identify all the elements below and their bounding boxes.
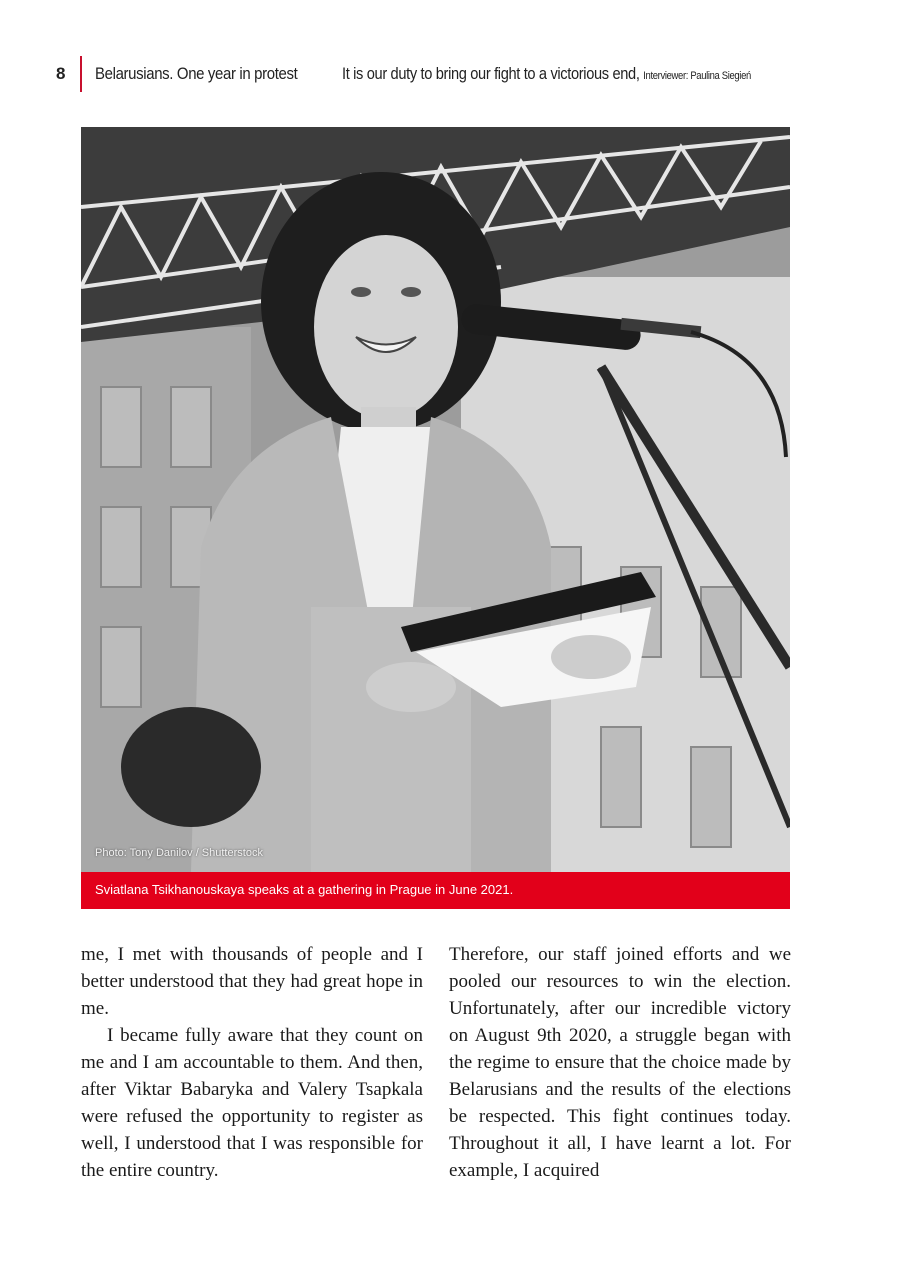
caption-bar [81,872,790,909]
photo-credit: Photo: Tony Danilov / Shutterstock [95,847,263,859]
running-header [0,60,899,94]
photo-illustration [81,127,790,872]
page-number: 8 [56,64,66,83]
book-title: Belarusians. One year in protest [95,64,298,83]
speaker-photo [81,127,790,872]
body-paragraph: I became fully aware that they count on me and I am accountable to them. And then, after Viktar Babaryka and Valery Tsapkala were refused the opportunity to register as well, I understood that I was responsible for the entire country. [81,1025,423,1181]
interviewer-credit: Interviewer: Paulina Siegień [643,70,751,82]
body-paragraph: me, I met with thousands of people and I better understood that they had great hope in me. [81,944,423,1019]
body-column-right [449,941,791,1184]
header-divider [80,56,82,92]
photo-caption: Sviatlana Tsikhanouskaya speaks at a gathering in Prague in June 2021. [95,882,514,897]
photo-figure [81,127,790,909]
body-column-left [81,941,423,1184]
chapter-title: It is our duty to bring our fight to a victorious end, [342,64,640,83]
body-paragraph: Therefore, our staff joined efforts and we pooled our resources to win the election. Unfortunately, after our incredible victory on August 9th 2020, a struggle began with the regime to ensure that the choice made by Belarusians and the results of the elections be respected. This fight continues today. Throughout it all, I have learnt a lot. For example, I acquired [449,944,791,1181]
chapter-title-line [342,64,751,84]
